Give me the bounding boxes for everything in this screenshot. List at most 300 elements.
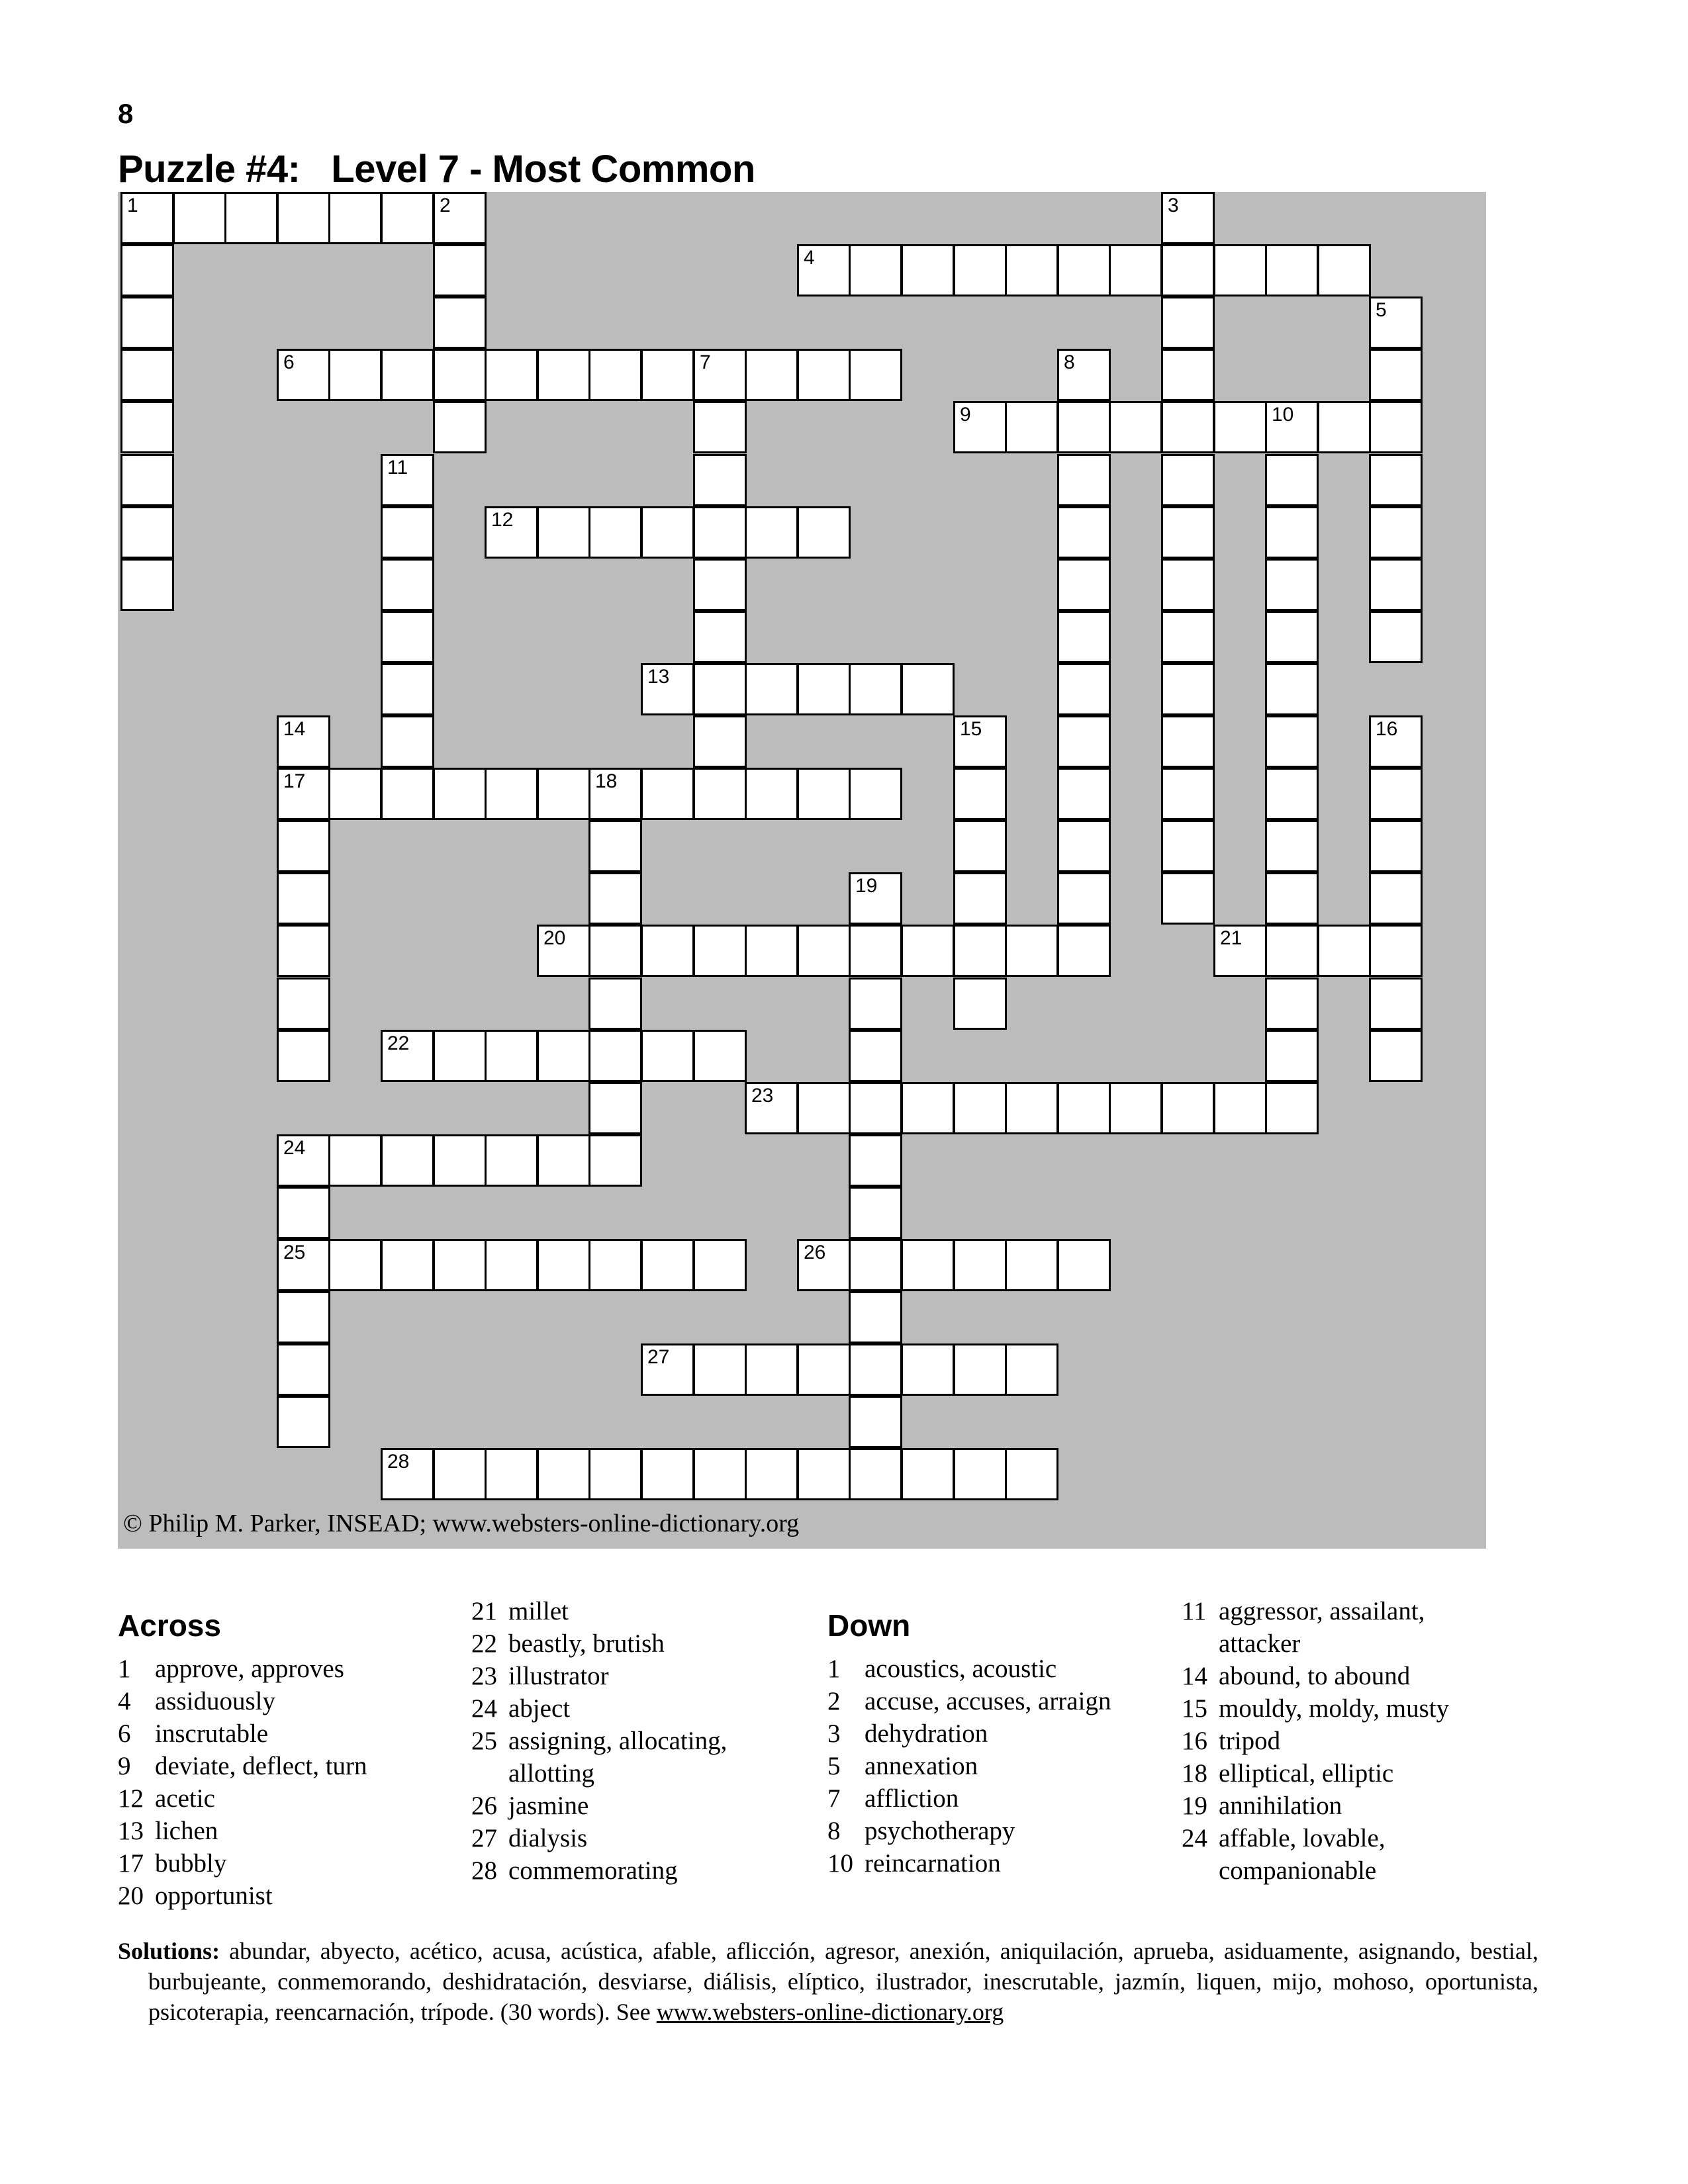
grid-cell[interactable] xyxy=(173,192,226,244)
grid-cell[interactable] xyxy=(953,925,1007,977)
across-heading: Across xyxy=(118,1608,221,1643)
grid-cell[interactable] xyxy=(797,1239,851,1291)
grid-cell[interactable] xyxy=(849,1448,902,1500)
grid-cell[interactable] xyxy=(1161,401,1215,453)
clue-number: 11 xyxy=(1182,1597,1207,1625)
grid-cell[interactable] xyxy=(433,1134,487,1187)
grid-cell[interactable] xyxy=(849,1030,902,1082)
grid-cell[interactable] xyxy=(901,1448,955,1500)
grid-cell[interactable] xyxy=(693,925,747,977)
down-clue-11 xyxy=(1182,1595,1449,1660)
clue-number: 18 xyxy=(1182,1759,1207,1788)
grid-cell[interactable] xyxy=(277,192,330,244)
grid-cell[interactable] xyxy=(1265,978,1319,1030)
grid-cell[interactable] xyxy=(745,349,798,401)
grid-cell[interactable] xyxy=(433,244,487,296)
grid-cell[interactable] xyxy=(953,1082,1007,1134)
clue-number: 21 xyxy=(471,1597,497,1625)
grid-cell[interactable] xyxy=(381,1239,434,1291)
grid-cell[interactable] xyxy=(745,925,798,977)
grid-cell[interactable] xyxy=(1057,454,1111,506)
grid-cell[interactable] xyxy=(1213,925,1267,977)
grid-cell[interactable] xyxy=(537,768,590,820)
across-clue-24 xyxy=(471,1692,727,1725)
grid-cell[interactable] xyxy=(1369,820,1423,872)
grid-cell[interactable] xyxy=(277,1187,330,1239)
grid-cell[interactable] xyxy=(537,1030,590,1082)
clue-text: dialysis xyxy=(508,1824,588,1852)
grid-cell[interactable] xyxy=(953,244,1007,296)
grid-cell[interactable] xyxy=(1265,925,1319,977)
grid-cell[interactable] xyxy=(1369,401,1423,453)
grid-cell[interactable] xyxy=(1109,1082,1162,1134)
clue-number: 23 xyxy=(471,1662,497,1690)
clue-text: deviate, deflect, turn xyxy=(155,1752,367,1780)
grid-cell[interactable] xyxy=(1057,244,1111,296)
grid-cell[interactable] xyxy=(120,559,174,611)
grid-cell[interactable] xyxy=(1161,349,1215,401)
grid-cell[interactable] xyxy=(693,1030,747,1082)
grid-cell[interactable] xyxy=(381,663,434,715)
grid-cell[interactable] xyxy=(588,1030,642,1082)
grid-cell[interactable] xyxy=(537,1239,590,1291)
down-clue-3 xyxy=(827,1717,1111,1750)
grid-cell[interactable] xyxy=(849,768,902,820)
grid-cell[interactable] xyxy=(1057,506,1111,559)
grid-cell[interactable] xyxy=(641,1030,694,1082)
grid-cell[interactable] xyxy=(1213,1082,1267,1134)
clue-number: 26 xyxy=(471,1792,497,1820)
grid-cell[interactable] xyxy=(797,925,851,977)
grid-cell[interactable] xyxy=(1005,1448,1058,1500)
down-clue-14 xyxy=(1182,1660,1449,1692)
grid-cell[interactable] xyxy=(1369,611,1423,663)
grid-cell[interactable] xyxy=(485,1448,538,1500)
grid-cell[interactable] xyxy=(1057,715,1111,768)
grid-cell[interactable] xyxy=(641,1343,694,1396)
grid-cell[interactable] xyxy=(1057,401,1111,453)
clue-text: commemorating xyxy=(508,1856,678,1885)
clue-number: 19 xyxy=(1182,1792,1207,1820)
grid-cell[interactable] xyxy=(120,454,174,506)
across-clue-12 xyxy=(118,1782,367,1815)
grid-cell[interactable] xyxy=(641,506,694,559)
grid-cell[interactable] xyxy=(693,1343,747,1396)
grid-cell[interactable] xyxy=(277,1239,330,1291)
grid-cell[interactable] xyxy=(901,244,955,296)
grid-cell[interactable] xyxy=(588,768,642,820)
grid-cell[interactable] xyxy=(1369,925,1423,977)
grid-cell[interactable] xyxy=(1057,1239,1111,1291)
clue-text: abound, to abound xyxy=(1219,1662,1411,1690)
grid-cell[interactable] xyxy=(381,715,434,768)
clue-text: bubbly xyxy=(155,1849,227,1878)
grid-cell[interactable] xyxy=(693,559,747,611)
across-clue-28 xyxy=(471,1854,727,1887)
grid-cell[interactable] xyxy=(849,244,902,296)
grid-cell[interactable] xyxy=(1161,1082,1215,1134)
grid-cell[interactable] xyxy=(277,978,330,1030)
grid-cell[interactable] xyxy=(120,296,174,349)
grid-cell[interactable] xyxy=(693,454,747,506)
grid-cell[interactable] xyxy=(1109,401,1162,453)
grid-cell[interactable] xyxy=(277,1030,330,1082)
grid-cell[interactable] xyxy=(537,506,590,559)
grid-cell[interactable] xyxy=(1161,506,1215,559)
grid-cell[interactable] xyxy=(588,506,642,559)
clue-number: 14 xyxy=(1182,1662,1207,1690)
grid-cell[interactable] xyxy=(1005,925,1058,977)
grid-cell[interactable] xyxy=(1317,925,1371,977)
clue-number: 1 xyxy=(127,195,138,216)
crossword-grid xyxy=(118,192,1486,1549)
grid-cell[interactable] xyxy=(1369,296,1423,349)
grid-cell[interactable] xyxy=(849,1343,902,1396)
grid-cell[interactable] xyxy=(588,925,642,977)
clue-number: 8 xyxy=(827,1817,841,1845)
grid-cell[interactable] xyxy=(1161,611,1215,663)
grid-cell[interactable] xyxy=(328,349,382,401)
grid-cell[interactable] xyxy=(797,768,851,820)
grid-cell[interactable] xyxy=(485,768,538,820)
grid-cell[interactable] xyxy=(1057,559,1111,611)
clue-text: beastly, brutish xyxy=(508,1629,665,1658)
grid-cell[interactable] xyxy=(953,1448,1007,1500)
grid-cell[interactable] xyxy=(693,1239,747,1291)
grid-cell[interactable] xyxy=(693,611,747,663)
grid-cell[interactable] xyxy=(641,1239,694,1291)
grid-cell[interactable] xyxy=(1057,1082,1111,1134)
grid-cell[interactable] xyxy=(953,768,1007,820)
grid-cell[interactable] xyxy=(745,1343,798,1396)
down-clue-24 xyxy=(1182,1822,1449,1887)
across-clue-22 xyxy=(471,1627,727,1660)
grid-cell[interactable] xyxy=(1265,1082,1319,1134)
across-clue-17 xyxy=(118,1847,367,1880)
clue-text: opportunist xyxy=(155,1882,273,1910)
grid-cell[interactable] xyxy=(849,1239,902,1291)
grid-cell[interactable] xyxy=(953,872,1007,925)
grid-cell[interactable] xyxy=(901,663,955,715)
grid-cell[interactable] xyxy=(1265,611,1319,663)
grid-cell[interactable] xyxy=(693,663,747,715)
grid-cell[interactable] xyxy=(1265,454,1319,506)
grid-cell[interactable] xyxy=(1161,715,1215,768)
grid-cell[interactable] xyxy=(433,192,487,244)
grid-cell[interactable] xyxy=(901,925,955,977)
clue-text: elliptical, elliptic xyxy=(1219,1759,1394,1788)
grid-cell[interactable] xyxy=(849,1396,902,1448)
grid-cell[interactable] xyxy=(433,1448,487,1500)
clue-number: 22 xyxy=(471,1629,497,1658)
grid-cell[interactable] xyxy=(849,1187,902,1239)
grid-cell[interactable] xyxy=(953,1343,1007,1396)
grid-cell[interactable] xyxy=(953,820,1007,872)
grid-cell[interactable] xyxy=(1265,768,1319,820)
grid-cell[interactable] xyxy=(1265,820,1319,872)
grid-cell[interactable] xyxy=(693,715,747,768)
grid-cell[interactable] xyxy=(433,1030,487,1082)
grid-cell[interactable] xyxy=(277,1396,330,1448)
grid-cell[interactable] xyxy=(485,506,538,559)
clue-number: 7 xyxy=(827,1784,841,1813)
down-clue-8 xyxy=(827,1815,1111,1847)
grid-cell[interactable] xyxy=(693,506,747,559)
grid-cell[interactable] xyxy=(328,1239,382,1291)
grid-cell[interactable] xyxy=(1369,768,1423,820)
grid-cell[interactable] xyxy=(1213,244,1267,296)
grid-cell[interactable] xyxy=(1369,454,1423,506)
clue-number: 2 xyxy=(827,1687,841,1715)
grid-cell[interactable] xyxy=(849,925,902,977)
grid-cell[interactable] xyxy=(797,1448,851,1500)
grid-cell[interactable] xyxy=(433,296,487,349)
grid-cell[interactable] xyxy=(1005,1239,1058,1291)
across-clue-6 xyxy=(118,1717,367,1750)
grid-cell[interactable] xyxy=(277,349,330,401)
grid-cell[interactable] xyxy=(381,1030,434,1082)
grid-cell[interactable] xyxy=(433,768,487,820)
clue-number: 8 xyxy=(1064,351,1075,373)
grid-cell[interactable] xyxy=(849,349,902,401)
grid-cell[interactable] xyxy=(277,1343,330,1396)
clue-number: 17 xyxy=(118,1849,144,1878)
grid-cell[interactable] xyxy=(1161,192,1215,244)
grid-cell[interactable] xyxy=(1265,559,1319,611)
grid-cell[interactable] xyxy=(381,454,434,506)
grid-cell[interactable] xyxy=(797,244,851,296)
grid-cell[interactable] xyxy=(1005,244,1058,296)
grid-cell[interactable] xyxy=(277,1291,330,1343)
grid-cell[interactable] xyxy=(641,925,694,977)
grid-cell[interactable] xyxy=(1057,611,1111,663)
grid-cell[interactable] xyxy=(1161,296,1215,349)
grid-cell[interactable] xyxy=(953,401,1007,453)
grid-cell[interactable] xyxy=(1369,978,1423,1030)
grid-cell[interactable] xyxy=(849,978,902,1030)
grid-cell[interactable] xyxy=(433,401,487,453)
clue-number: 12 xyxy=(118,1784,144,1813)
clue-text: assiduously xyxy=(155,1687,276,1715)
grid-cell[interactable] xyxy=(328,192,382,244)
grid-cell[interactable] xyxy=(1161,454,1215,506)
grid-cell[interactable] xyxy=(1265,663,1319,715)
grid-cell[interactable] xyxy=(849,872,902,925)
grid-cell[interactable] xyxy=(485,1030,538,1082)
clue-text: psychotherapy xyxy=(865,1817,1015,1845)
grid-cell[interactable] xyxy=(1005,1082,1058,1134)
grid-cell[interactable] xyxy=(693,349,747,401)
grid-cell[interactable] xyxy=(485,349,538,401)
grid-cell[interactable] xyxy=(1369,872,1423,925)
clue-text: acetic xyxy=(155,1784,215,1813)
grid-cell[interactable] xyxy=(433,349,487,401)
grid-cell[interactable] xyxy=(693,768,747,820)
grid-cell[interactable] xyxy=(1161,244,1215,296)
grid-cell[interactable] xyxy=(641,1448,694,1500)
grid-cell[interactable] xyxy=(901,1343,955,1396)
grid-cell[interactable] xyxy=(1369,506,1423,559)
grid-cell[interactable] xyxy=(745,1082,798,1134)
grid-cell[interactable] xyxy=(1057,768,1111,820)
grid-cell[interactable] xyxy=(381,1134,434,1187)
grid-cell[interactable] xyxy=(1317,401,1371,453)
down-clue-7 xyxy=(827,1782,1111,1815)
clue-number: 27 xyxy=(471,1824,497,1852)
across-clue-25 xyxy=(471,1725,727,1790)
clue-number: 26 xyxy=(804,1242,826,1263)
clue-number: 10 xyxy=(1272,404,1294,426)
grid-cell[interactable] xyxy=(277,820,330,872)
grid-cell[interactable] xyxy=(1005,1343,1058,1396)
grid-cell[interactable] xyxy=(277,1134,330,1187)
grid-cell[interactable] xyxy=(797,1343,851,1396)
grid-cell[interactable] xyxy=(1369,715,1423,768)
grid-cell[interactable] xyxy=(1265,401,1319,453)
grid-cell[interactable] xyxy=(1161,820,1215,872)
grid-cell[interactable] xyxy=(849,1082,902,1134)
grid-cell[interactable] xyxy=(381,192,434,244)
grid-cell[interactable] xyxy=(1265,244,1319,296)
grid-cell[interactable] xyxy=(1057,349,1111,401)
clue-text: acoustics, acoustic xyxy=(865,1655,1057,1683)
clue-number: 24 xyxy=(1182,1824,1207,1852)
grid-cell[interactable] xyxy=(120,349,174,401)
grid-cell[interactable] xyxy=(328,1134,382,1187)
grid-cell[interactable] xyxy=(641,349,694,401)
grid-cell[interactable] xyxy=(901,1082,955,1134)
grid-cell[interactable] xyxy=(1161,768,1215,820)
clue-number: 16 xyxy=(1182,1727,1207,1755)
grid-cell[interactable] xyxy=(381,506,434,559)
grid-cell[interactable] xyxy=(328,768,382,820)
grid-cell[interactable] xyxy=(277,715,330,768)
grid-cell[interactable] xyxy=(588,978,642,1030)
clue-number: 17 xyxy=(283,770,306,792)
grid-cell[interactable] xyxy=(537,1134,590,1187)
solutions-label: Solutions: xyxy=(118,1938,220,1964)
grid-cell[interactable] xyxy=(381,611,434,663)
grid-cell[interactable] xyxy=(745,663,798,715)
grid-cell[interactable] xyxy=(1369,559,1423,611)
grid-cell[interactable] xyxy=(588,1134,642,1187)
grid-cell[interactable] xyxy=(1057,925,1111,977)
grid-cell[interactable] xyxy=(120,192,174,244)
grid-cell[interactable] xyxy=(1369,349,1423,401)
clue-number: 9 xyxy=(960,404,971,426)
grid-cell[interactable] xyxy=(1161,663,1215,715)
clue-number: 2 xyxy=(440,195,451,216)
grid-cell[interactable] xyxy=(381,768,434,820)
grid-cell[interactable] xyxy=(1265,1030,1319,1082)
across-clue-21 xyxy=(471,1595,727,1627)
grid-cell[interactable] xyxy=(277,925,330,977)
clue-number: 24 xyxy=(283,1137,306,1159)
grid-cell[interactable] xyxy=(953,1239,1007,1291)
grid-cell[interactable] xyxy=(588,1448,642,1500)
grid-cell[interactable] xyxy=(901,1239,955,1291)
grid-cell[interactable] xyxy=(588,820,642,872)
grid-cell[interactable] xyxy=(693,1448,747,1500)
dictionary-link[interactable]: www.websters-online-dictionary.org xyxy=(656,1999,1004,2025)
grid-cell[interactable] xyxy=(381,1448,434,1500)
grid-cell[interactable] xyxy=(588,1082,642,1134)
grid-cell[interactable] xyxy=(120,506,174,559)
grid-cell[interactable] xyxy=(849,663,902,715)
grid-cell[interactable] xyxy=(797,663,851,715)
grid-cell[interactable] xyxy=(588,349,642,401)
grid-cell[interactable] xyxy=(277,768,330,820)
grid-cell[interactable] xyxy=(745,506,798,559)
grid-cell[interactable] xyxy=(120,244,174,296)
down-clues-column-2 xyxy=(1182,1595,1449,1887)
grid-cell[interactable] xyxy=(224,192,278,244)
grid-cell[interactable] xyxy=(693,401,747,453)
clue-number: 7 xyxy=(700,351,711,373)
puzzle-title: Puzzle #4: Level 7 - Most Common xyxy=(118,148,755,191)
grid-cell[interactable] xyxy=(1213,401,1267,453)
grid-cell[interactable] xyxy=(1109,244,1162,296)
grid-cell[interactable] xyxy=(849,1291,902,1343)
grid-cell[interactable] xyxy=(849,1134,902,1187)
grid-cell[interactable] xyxy=(797,349,851,401)
grid-cell[interactable] xyxy=(1317,244,1371,296)
grid-cell[interactable] xyxy=(797,506,851,559)
grid-cell[interactable] xyxy=(537,925,590,977)
clue-number: 15 xyxy=(1182,1694,1207,1723)
grid-cell[interactable] xyxy=(1161,559,1215,611)
clue-number: 10 xyxy=(827,1849,853,1878)
grid-cell[interactable] xyxy=(1265,715,1319,768)
grid-cell[interactable] xyxy=(1005,401,1058,453)
grid-cell[interactable] xyxy=(641,663,694,715)
grid-cell[interactable] xyxy=(485,1239,538,1291)
across-clues-column-2 xyxy=(471,1595,727,1887)
grid-cell[interactable] xyxy=(588,1239,642,1291)
grid-cell[interactable] xyxy=(381,559,434,611)
grid-cell[interactable] xyxy=(1265,872,1319,925)
grid-cell[interactable] xyxy=(537,1448,590,1500)
grid-cell[interactable] xyxy=(641,768,694,820)
grid-cell[interactable] xyxy=(745,768,798,820)
clue-number: 11 xyxy=(387,457,408,478)
page-number: 8 xyxy=(118,98,134,129)
copyright-notice: © Philip M. Parker, INSEAD; www.websters-online-dictionary.org xyxy=(123,1510,800,1537)
grid-cell[interactable] xyxy=(588,872,642,925)
grid-cell[interactable] xyxy=(745,1448,798,1500)
grid-cell[interactable] xyxy=(381,349,434,401)
grid-cell[interactable] xyxy=(1057,663,1111,715)
grid-cell[interactable] xyxy=(1265,506,1319,559)
across-clue-23 xyxy=(471,1660,727,1692)
grid-cell[interactable] xyxy=(277,872,330,925)
grid-cell[interactable] xyxy=(485,1134,538,1187)
grid-cell[interactable] xyxy=(1369,1030,1423,1082)
grid-cell[interactable] xyxy=(953,715,1007,768)
down-heading: Down xyxy=(827,1608,911,1643)
grid-cell[interactable] xyxy=(953,978,1007,1030)
grid-cell[interactable] xyxy=(1057,820,1111,872)
grid-cell[interactable] xyxy=(1057,872,1111,925)
grid-cell[interactable] xyxy=(797,1082,851,1134)
grid-cell[interactable] xyxy=(433,1239,487,1291)
grid-cell[interactable] xyxy=(120,401,174,453)
clue-number: 28 xyxy=(387,1451,410,1473)
grid-cell[interactable] xyxy=(1161,872,1215,925)
grid-cell[interactable] xyxy=(537,349,590,401)
clue-number: 20 xyxy=(118,1882,144,1910)
clue-text: illustrator xyxy=(508,1662,609,1690)
